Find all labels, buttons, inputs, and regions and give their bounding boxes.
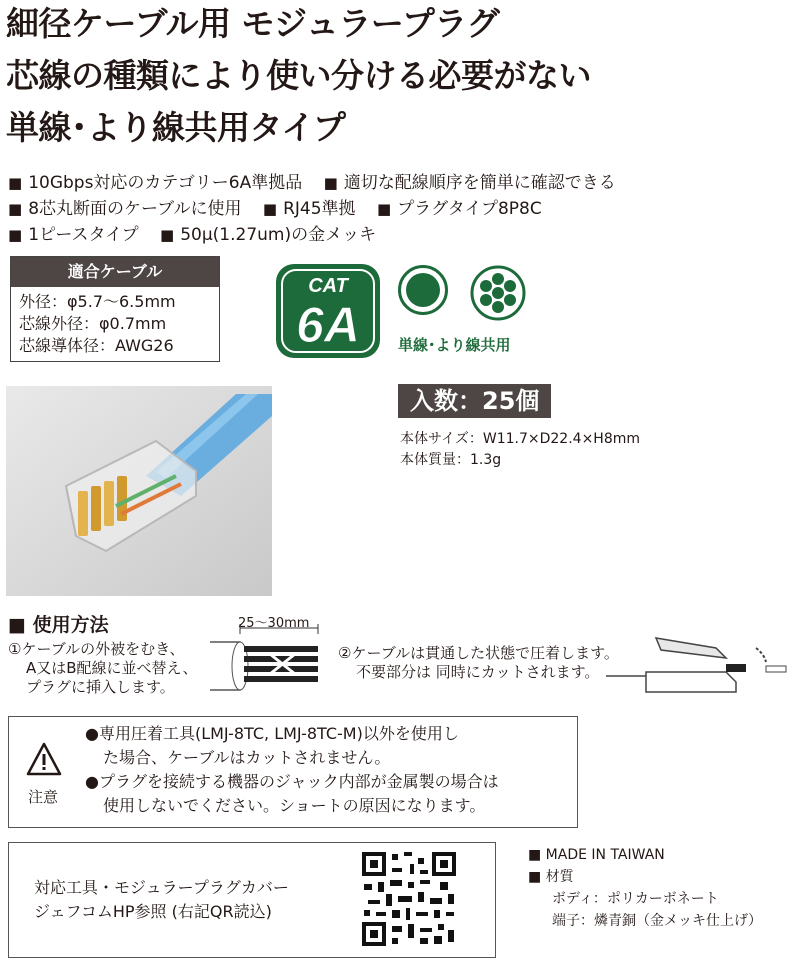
origin-material xyxy=(528,844,762,932)
stripped-cable-illustration xyxy=(210,624,330,700)
warning-icon xyxy=(26,742,62,780)
feature-item: 10Gbps対応のカテゴリー6A準拠品 xyxy=(28,173,303,193)
feature-item: 適切な配線順序を簡単に確認できる xyxy=(343,173,616,193)
body-size: 本体サイズ：W11.7×D22.4×H8mm xyxy=(400,431,641,447)
crimping-illustration xyxy=(606,628,792,704)
title-line-1: 細径ケーブル用 モジュラープラグ xyxy=(6,4,500,43)
cable-spec: 外径：φ5.7～6.5mm xyxy=(19,292,176,311)
step-1-line: プラグに挿入します。 xyxy=(26,678,175,696)
wire-type-label: 単線･より線共用 xyxy=(398,336,511,354)
cable-spec: 芯線外径：φ0.7mm xyxy=(19,314,167,333)
bullet-icon: ■ xyxy=(8,226,23,244)
cable-spec: 芯線導体径：AWG26 xyxy=(19,336,174,355)
feature-row xyxy=(8,170,632,196)
bullet-icon: ■ xyxy=(262,200,278,218)
caution-text xyxy=(85,722,499,818)
caution-line: た場合、ケーブルはカットされません。 xyxy=(103,748,391,767)
bullet-icon: ■ xyxy=(8,174,23,192)
step-1-line: A又はB配線に並べ替え、 xyxy=(26,659,198,677)
product-photo xyxy=(6,386,272,596)
feature-item: 1ピースタイプ xyxy=(28,225,139,245)
cable-box-header: 適合ケーブル xyxy=(11,257,219,287)
made-in: ■ MADE IN TAIWAN xyxy=(528,847,665,863)
compatible-cable-box xyxy=(10,256,220,362)
step-1 xyxy=(8,640,197,697)
step-1-line: ①ケーブルの外被をむき、 xyxy=(8,640,185,658)
feature-item: 50μ(1.27um)の金メッキ xyxy=(180,225,377,245)
cat-label: CAT xyxy=(308,275,348,297)
feature-item: RJ45準拠 xyxy=(283,199,356,219)
feature-row xyxy=(8,196,632,222)
title-line-2: 芯線の種類により使い分ける必要がない xyxy=(6,56,591,95)
material-heading: ■ 材質 xyxy=(528,869,574,885)
step-2 xyxy=(338,644,619,682)
caution-line: ●プラグを接続する機器のジャック内部が金属製の場合は xyxy=(85,772,499,791)
cat6a-badge-icon xyxy=(274,262,382,364)
bullet-icon: ■ xyxy=(376,200,392,218)
bullet-icon: ■ xyxy=(323,174,338,192)
stranded-wire-icon xyxy=(470,265,526,321)
material-terminal: 端子：燐青銅（金メッキ仕上げ） xyxy=(552,913,762,929)
feature-row xyxy=(8,222,632,248)
tools-text xyxy=(34,876,289,924)
caution-line: ●専用圧着工具(LMJ-8TC, LMJ-8TC-M)以外を使用し xyxy=(85,724,459,743)
tools-line: 対応工具・モジュラープラグカバー xyxy=(34,878,289,897)
step-2-line: 不要部分は 同時にカットされます。 xyxy=(356,663,600,681)
solid-wire-icon xyxy=(398,265,448,315)
feature-list xyxy=(8,170,632,248)
tools-line: ジェフコムHP参照 (右記QR読込) xyxy=(34,902,272,921)
feature-item: 8芯丸断面のケーブルに使用 xyxy=(28,199,242,219)
cat-grade: 6A xyxy=(296,297,360,353)
caution-label: 注意 xyxy=(28,788,59,806)
quantity-label: 入数：25個 xyxy=(398,384,551,418)
title-line-3: 単線･より線共用タイプ xyxy=(6,108,346,147)
strip-length-label: 25～30mm xyxy=(238,616,310,631)
step-2-line: ②ケーブルは貫通した状態で圧着します。 xyxy=(338,644,619,662)
caution-line: 使用しないでください。ショートの原因になります。 xyxy=(103,796,486,815)
material-body: ボディ：ポリカーボネート xyxy=(552,891,719,907)
body-weight: 本体質量：1.3g xyxy=(400,452,502,468)
feature-item: プラグタイプ8P8C xyxy=(397,199,542,219)
usage-title: ■ 使用方法 xyxy=(8,614,109,636)
bullet-icon: ■ xyxy=(8,200,23,218)
qr-code-icon[interactable] xyxy=(360,850,458,952)
bullet-icon: ■ xyxy=(160,226,175,244)
